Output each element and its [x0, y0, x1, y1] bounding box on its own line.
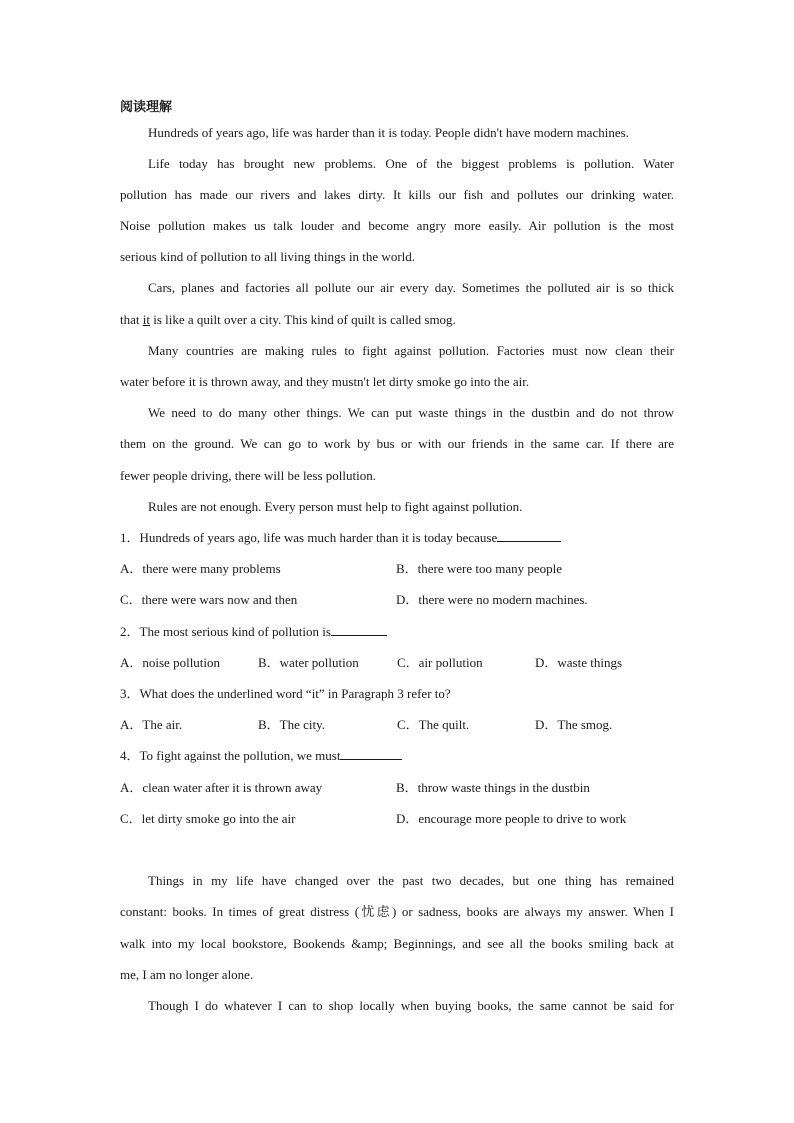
question-1-stem: [120, 528, 674, 548]
passage2-p1-line1: Things in my life have changed over the past two decades, but one thing has remained: [148, 873, 674, 888]
passage2-p1-line4: me, I am no longer alone.: [120, 967, 254, 982]
answer-blank: [497, 528, 561, 542]
passage1-p4-line2: water before it is thrown away, and they mustn't let dirty smoke go into the air.: [120, 374, 530, 389]
passage1-p2-line4: serious kind of pollution to all living things in the world.: [120, 249, 416, 264]
passage1-p5-line1: We need to do many other things. We can put waste things in the dustbin and do not throw: [148, 405, 674, 420]
question-3-stem: 3．What does the underlined word “it” in Paragraph 3 refer to?: [120, 686, 451, 701]
passage1-p5-line2: them on the ground. We can go to work by bus or with our friends in the same car. If there are: [120, 436, 674, 451]
passage1-p2-line3: Noise pollution makes us talk louder and become angry more easily. Air pollution is the most: [120, 218, 674, 233]
passage1-p4-line1: Many countries are making rules to fight against pollution. Factories must now clean their: [148, 343, 674, 358]
question-2-option-a: A．noise pollution: [120, 655, 221, 670]
question-4-option-c: C．let dirty smoke go into the air: [120, 811, 296, 826]
passage1-p6: Rules are not enough. Every person must help to fight against pollution.: [148, 499, 523, 514]
question-1-option-b: B．there were too many people: [396, 561, 563, 576]
question-3-option-b: B．The city.: [258, 717, 326, 732]
question-1-text: 1．Hundreds of years ago, life was much harder than it is today because: [120, 530, 498, 545]
question-4-option-a: A．clean water after it is thrown away: [120, 780, 323, 795]
question-2-stem: [120, 622, 674, 642]
passage1-p1: Hundreds of years ago, life was harder than it is today. People didn't have modern machines.: [148, 125, 629, 140]
answer-blank: [340, 746, 402, 760]
question-4-stem: [120, 746, 674, 766]
question-2-option-d: D．waste things: [535, 655, 623, 670]
passage1-p3-line1: Cars, planes and factories all pollute our air every day. Sometimes the polluted air is so thick: [148, 280, 674, 295]
p3-pre-text: that: [120, 312, 143, 327]
question-4-option-d: D．encourage more people to drive to work: [396, 811, 627, 826]
passage1-p2-line2: pollution has made our rivers and lakes dirty. It kills our fish and pollutes our drinking water.: [120, 187, 674, 202]
question-2-option-b: B．water pollution: [258, 655, 359, 670]
question-2-option-c: C．air pollution: [397, 655, 483, 670]
question-3-option-a: A．The air.: [120, 717, 183, 732]
passage1-p2-line1: Life today has brought new problems. One of the biggest problems is pollution. Water: [148, 156, 674, 171]
section-heading: 阅读理解: [120, 100, 173, 115]
question-4-text: 4．To fight against the pollution, we must: [120, 748, 341, 763]
passage2-p2-line1: Though I do whatever I can to shop locally when buying books, the same cannot be said for: [148, 998, 674, 1013]
question-3-option-d: D．The smog.: [535, 717, 613, 732]
passage1-p5-line3: fewer people driving, there will be less pollution.: [120, 468, 376, 483]
question-3-option-c: C．The quilt.: [397, 717, 470, 732]
underlined-word-it: it: [142, 312, 150, 327]
question-4-option-b: B．throw waste things in the dustbin: [396, 780, 590, 795]
passage2-p1-line2: constant: books. In times of great distress (忧虑) or sadness, books are always my answer. When I: [120, 904, 674, 919]
passage1-p3-line2: [120, 310, 674, 330]
question-2-text: 2．The most serious kind of pollution is: [120, 624, 331, 639]
question-1-option-d: D．there were no modern machines.: [396, 592, 588, 607]
question-1-option-a: A．there were many problems: [120, 561, 281, 576]
question-1-option-c: C．there were wars now and then: [120, 592, 298, 607]
passage2-p1-line3: walk into my local bookstore, Bookends &amp; Beginnings, and see all the books smiling back at: [120, 936, 674, 951]
answer-blank: [331, 622, 387, 636]
p3-post-text: is like a quilt over a city. This kind of quilt is called smog.: [149, 312, 456, 327]
